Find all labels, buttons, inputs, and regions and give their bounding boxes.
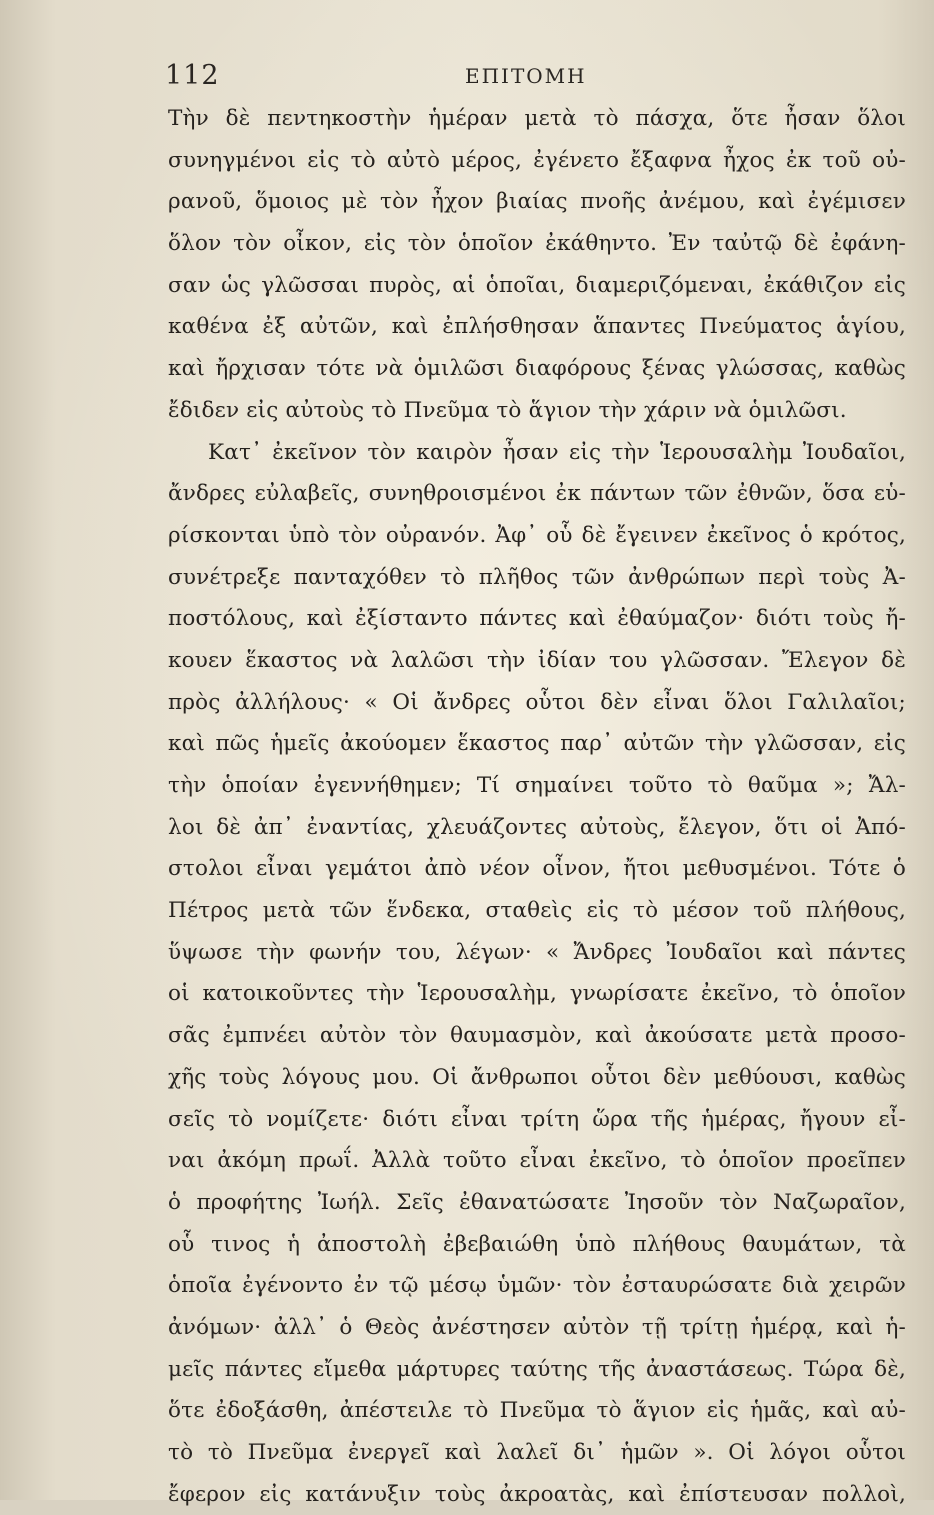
- text-line: μεῖς πάντες εἴμεθα μάρτυρες ταύτης τῆς ἀναστάσεως. Τώρα δὲ,: [168, 1356, 906, 1382]
- text-line: τὴν ὁποίαν ἐγεννήθημεν; Τί σημαίνει τοῦτο τὸ θαῦμα »; Ἄλ-: [168, 773, 906, 798]
- text-line: ἄνδρες εὐλαβεῖς, συνηθροισμένοι ἐκ πάντων τῶν ἐθνῶν, ὅσα εὑ-: [168, 481, 906, 507]
- text-line: ὅλον τὸν οἶκον, εἰς τὸν ὁποῖον ἐκάθηντο. Ἐν ταὐτῷ δὲ ἐφάνη-: [168, 231, 906, 257]
- text-line: ὁ προφήτης Ἰωήλ. Σεῖς ἐθανατώσατε Ἰησοῦν τὸν Ναζωραῖον,: [168, 1189, 906, 1215]
- text-line: στολοι εἶναι γεμάτοι ἀπὸ νέον οἶνον, ἤτοι μεθυσμένοι. Τότε ὁ: [168, 856, 906, 882]
- text-line: λοι δὲ ἀπ᾽ ἐναντίας, χλευάζοντες αὐτοὺς, ἔλεγον, ὅτι οἱ Ἀπό-: [168, 814, 906, 840]
- text-line: ἔδιδεν εἰς αὐτοὺς τὸ Πνεῦμα τὸ ἅγιον τὴν χάριν νὰ ὁμιλῶσι.: [168, 397, 847, 423]
- text-line: σεῖς τὸ νομίζετε· διότι εἶναι τρίτη ὥρα τῆς ἡμέρας, ἤγουν εἶ-: [168, 1106, 906, 1132]
- text-line: ναι ἀκόμη πρωΐ. Ἀλλὰ τοῦτο εἶναι ἐκεῖνο, τὸ ὁποῖον προεῖπεν: [168, 1148, 906, 1174]
- text-line: οὗ τινος ἡ ἀποστολὴ ἐβεβαιώθη ὑπὸ πλήθους θαυμάτων, τὰ: [168, 1231, 906, 1257]
- text-line: ρίσκονται ὑπὸ τὸν οὐρανόν. Ἀφ᾽ οὗ δὲ ἔγεινεν ἐκεῖνος ὁ κρότος,: [168, 522, 906, 548]
- text-line: σαν ὡς γλῶσσαι πυρὸς, αἱ ὁποῖαι, διαμεριζόμεναι, ἐκάθιζον εἰς: [168, 272, 906, 298]
- text-line: πρὸς ἀλλήλους· « Οἱ ἄνδρες οὗτοι δὲν εἶναι ὅλοι Γαλιλαῖοι;: [168, 689, 906, 715]
- text-line: σᾶς ἐμπνέει αὐτὸν τὸν θαυμασμὸν, καὶ ἀκούσατε μετὰ προσο-: [168, 1023, 906, 1049]
- text-line: καθένα ἐξ αὐτῶν, καὶ ἐπλήσθησαν ἅπαντες Πνεύματος ἁγίου,: [168, 314, 906, 340]
- text-line: ρανοῦ, ὅμοιος μὲ τὸν ἦχον βιαίας πνοῆς ἀνέμου, καὶ ἐγέμισεν: [168, 189, 906, 215]
- text-line: ὕψωσε τὴν φωνήν του, λέγων· « Ἄνδρες Ἰουδαῖοι καὶ πάντες: [168, 939, 906, 965]
- text-line: συνέτρεξε πανταχόθεν τὸ πλῆθος τῶν ἀνθρώπων περὶ τοὺς Ἀ-: [168, 564, 906, 590]
- text-line: ποστόλους, καὶ ἐξίσταντο πάντες καὶ ἐθαύμαζον· διότι τοὺς ἤ-: [168, 606, 906, 632]
- text-line: κουεν ἕκαστος νὰ λαλῶσι τὴν ἰδίαν του γλῶσσαν. Ἔλεγον δὲ: [168, 647, 906, 673]
- text-line: ὁποῖα ἐγένοντο ἐν τῷ μέσῳ ὑμῶν· τὸν ἐσταυρώσατε διὰ χειρῶν: [168, 1273, 906, 1299]
- text-line: ἔφερον εἰς κατάνυξιν τοὺς ἀκροατὰς, καὶ ἐπίστευσαν πολλοὶ,: [168, 1481, 906, 1507]
- text-line: ὅτε ἐδοξάσθη, ἀπέστειλε τὸ Πνεῦμα τὸ ἅγιον εἰς ἡμᾶς, καὶ αὐ-: [168, 1398, 906, 1424]
- text-line: συνηγμένοι εἰς τὸ αὐτὸ μέρος, ἐγένετο ἔξαφνα ἦχος ἐκ τοῦ οὐ-: [168, 147, 906, 173]
- text-line: τὸ τὸ Πνεῦμα ἐνεργεῖ καὶ λαλεῖ δι᾽ ἡμῶν ». Οἱ λόγοι οὗτοι: [168, 1440, 906, 1465]
- text-line: Πέτρος μετὰ τῶν ἕνδεκα, σταθεὶς εἰς τὸ μέσον τοῦ πλήθους,: [168, 898, 906, 924]
- text-line: ἀνόμων· ἀλλ᾽ ὁ Θεὸς ἀνέστησεν αὐτὸν τῇ τρίτῃ ἡμέρᾳ, καὶ ἡ-: [168, 1314, 906, 1340]
- body-text: [168, 98, 906, 1515]
- text-line: Τὴν δὲ πεντηκοστὴν ἡμέραν μετὰ τὸ πάσχα, ὅτε ἦσαν ὅλοι: [168, 106, 906, 131]
- text-line: καὶ πῶς ἡμεῖς ἀκούομεν ἕκαστος παρ᾽ αὐτῶν τὴν γλῶσσαν, εἰς: [168, 731, 906, 757]
- text-line: χῆς τοὺς λόγους μου. Οἱ ἄνθρωποι οὗτοι δὲν μεθύουσι, καθὼς: [168, 1064, 906, 1090]
- running-head: ΕΠΙΤΟΜΗ: [465, 64, 587, 88]
- page-number: 112: [165, 60, 220, 91]
- page-header: [165, 60, 905, 100]
- text-line: Κατ᾽ ἐκεῖνον τὸν καιρὸν ἦσαν εἰς τὴν Ἱερουσαλὴμ Ἰουδαῖοι,: [208, 439, 906, 465]
- text-line: καὶ ἤρχισαν τότε νὰ ὁμιλῶσι διαφόρους ξένας γλώσσας, καθὼς: [168, 356, 906, 382]
- text-line: οἱ κατοικοῦντες τὴν Ἱερουσαλὴμ, γνωρίσατε ἐκεῖνο, τὸ ὁποῖον: [168, 981, 906, 1007]
